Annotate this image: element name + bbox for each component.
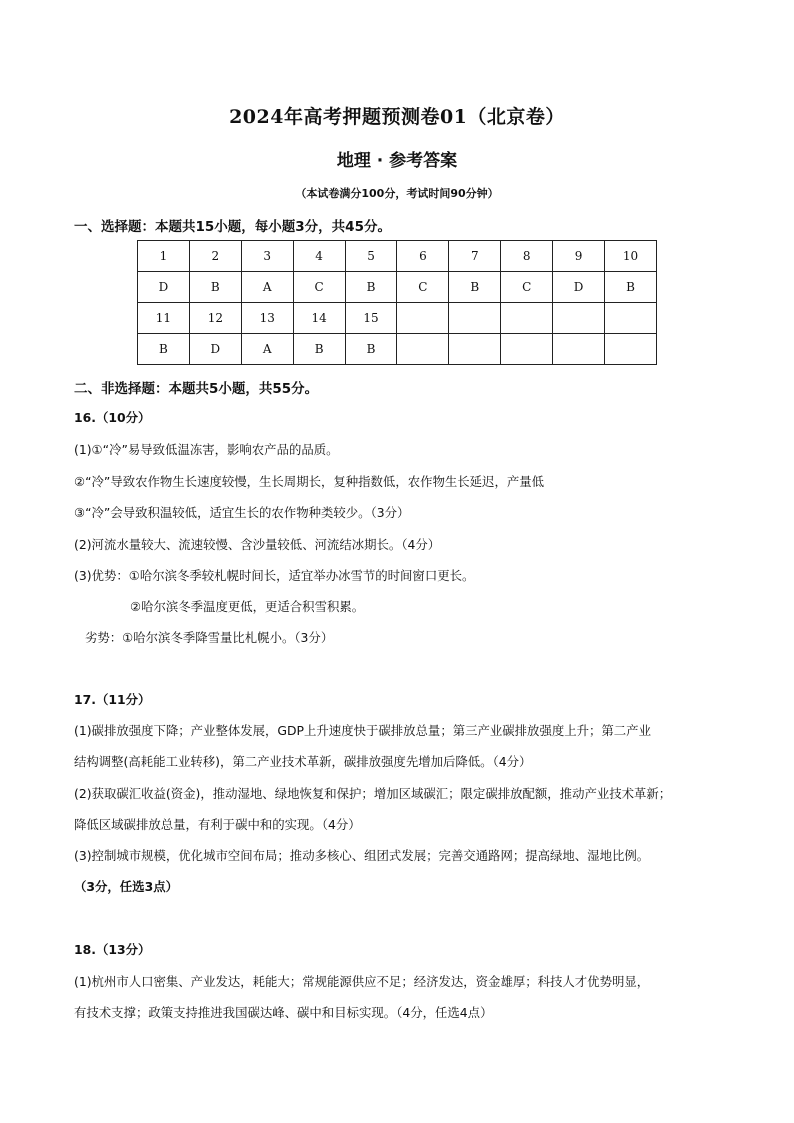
- table-cell: 7: [449, 241, 501, 272]
- table-cell: 9: [553, 241, 605, 272]
- table-cell: [501, 303, 553, 334]
- q16-line: ③“冷”会导致积温较低，适宜生长的农作物种类较少。（3分）: [74, 505, 410, 520]
- table-cell: [605, 303, 657, 334]
- table-cell: B: [449, 272, 501, 303]
- table-cell: B: [138, 334, 190, 365]
- table-cell: 5: [345, 241, 397, 272]
- table-cell: [553, 334, 605, 365]
- q16-line: 劣势：①哈尔滨冬季降雪量比札幌小。（3分）: [85, 630, 334, 645]
- answer-table: [137, 240, 657, 365]
- table-cell: 3: [241, 241, 293, 272]
- q17-line: 结构调整(高耗能工业转移)，第二产业技术革新，碳排放强度先增加后降低。（4分）: [74, 754, 532, 769]
- q16-heading: 16.（10分）: [74, 410, 151, 425]
- table-cell: B: [345, 272, 397, 303]
- q18-heading: 18.（13分）: [74, 942, 151, 957]
- table-cell: C: [293, 272, 345, 303]
- section-choice-heading: 一、选择题：本题共15小题，每小题3分，共45分。: [74, 219, 391, 235]
- table-row: [138, 303, 657, 334]
- q17-line: （3分，任选3点）: [74, 879, 178, 894]
- table-cell: 15: [345, 303, 397, 334]
- table-cell: 2: [189, 241, 241, 272]
- table-cell: B: [605, 272, 657, 303]
- q16-line: ②“冷”导致农作物生长速度较慢，生长周期长，复种指数低，农作物生长延迟，产量低: [74, 474, 545, 489]
- q16-line: (1)①“冷”易导致低温冻害，影响农产品的品质。: [74, 442, 339, 457]
- table-cell: [449, 334, 501, 365]
- section-nonchoice-heading: 二、非选择题：本题共5小题，共55分。: [74, 381, 319, 397]
- q16-line: (2)河流水量较大、流速较慢、含沙量较低、河流结冰期长。（4分）: [74, 537, 441, 552]
- table-row: [138, 334, 657, 365]
- table-cell: C: [397, 272, 449, 303]
- q16-line: (3)优势：①哈尔滨冬季较札幌时间长，适宜举办冰雪节的时间窗口更长。: [74, 568, 475, 583]
- page-title: 2024年高考押题预测卷01（北京卷）: [229, 106, 565, 128]
- table-cell: 10: [605, 241, 657, 272]
- table-cell: 8: [501, 241, 553, 272]
- q17-heading: 17.（11分）: [74, 692, 151, 707]
- table-row: [138, 272, 657, 303]
- table-cell: [449, 303, 501, 334]
- table-cell: 13: [241, 303, 293, 334]
- q16-line: ②哈尔滨冬季温度更低，更适合积雪积累。: [130, 599, 365, 614]
- table-cell: B: [293, 334, 345, 365]
- table-cell: [397, 334, 449, 365]
- table-cell: 14: [293, 303, 345, 334]
- table-cell: D: [553, 272, 605, 303]
- table-cell: 11: [138, 303, 190, 334]
- q18-line: 有技术支撑；政策支持推进我国碳达峰、碳中和目标实现。（4分，任选4点）: [74, 1005, 493, 1020]
- table-cell: B: [189, 272, 241, 303]
- table-cell: 6: [397, 241, 449, 272]
- table-cell: [605, 334, 657, 365]
- exam-note: （本试卷满分100分，考试时间90分钟）: [295, 187, 499, 200]
- table-cell: [397, 303, 449, 334]
- table-cell: 1: [138, 241, 190, 272]
- q17-line: (1)碳排放强度下降；产业整体发展，GDP上升速度快于碳排放总量；第三产业碳排放强度上升；第二产业: [74, 723, 651, 738]
- q17-line: (2)获取碳汇收益(资金)，推动湿地、绿地恢复和保护；增加区域碳汇；限定碳排放配额，推动产业技术革新；: [74, 786, 672, 801]
- table-cell: A: [241, 334, 293, 365]
- table-cell: [553, 303, 605, 334]
- table-cell: B: [345, 334, 397, 365]
- table-cell: D: [189, 334, 241, 365]
- table-cell: [501, 334, 553, 365]
- table-row: [138, 241, 657, 272]
- q17-line: (3)控制城市规模，优化城市空间布局；推动多核心、组团式发展；完善交通路网；提高绿地、湿地比例。: [74, 848, 650, 863]
- table-cell: 4: [293, 241, 345, 272]
- table-cell: A: [241, 272, 293, 303]
- table-cell: C: [501, 272, 553, 303]
- page-subtitle: 地理 · 参考答案: [336, 151, 458, 171]
- q18-line: (1)杭州市人口密集、产业发达，耗能大；常规能源供应不足；经济发达，资金雄厚；科技人才优势明显，: [74, 974, 650, 989]
- table-cell: 12: [189, 303, 241, 334]
- table-cell: D: [138, 272, 190, 303]
- q17-line: 降低区域碳排放总量，有利于碳中和的实现。（4分）: [74, 817, 361, 832]
